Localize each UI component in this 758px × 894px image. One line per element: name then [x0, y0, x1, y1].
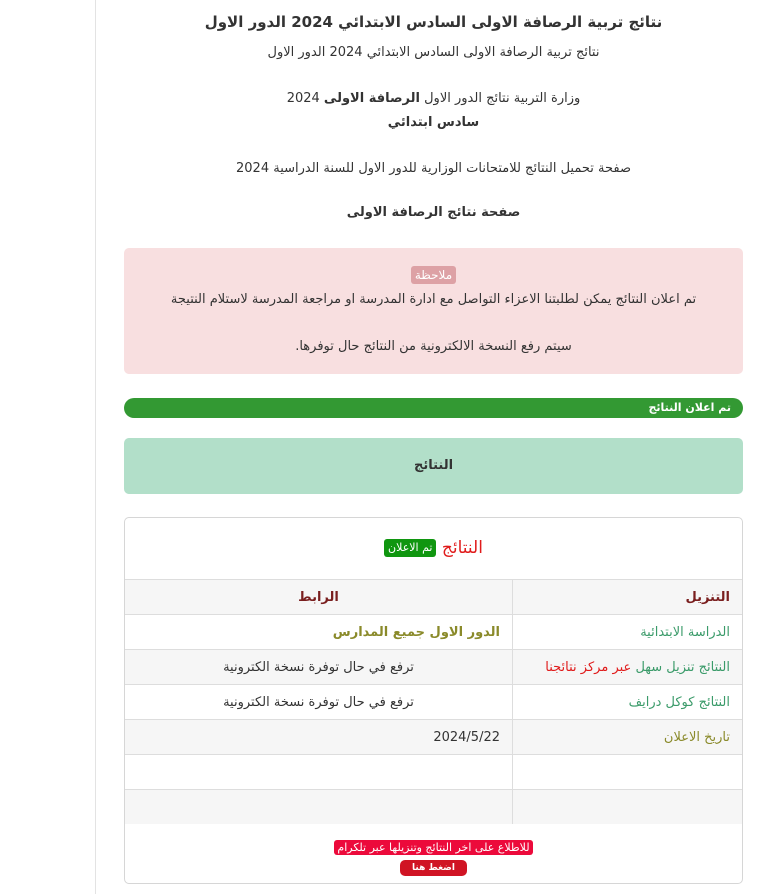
page-divider: [95, 0, 96, 894]
card-title: [125, 538, 742, 558]
note-text-2: سيتم رفع النسخة الالكترونية من النتائج حال توفرها.: [295, 339, 572, 354]
click-here-button[interactable]: اضغط هنا: [400, 860, 467, 876]
results-page-heading: صفحة نتائج الرصافة الاولى: [346, 205, 521, 220]
row-label: النتائج كوكل درايف: [513, 685, 743, 720]
table-header-row: [125, 580, 742, 615]
header-link: الرابط: [125, 580, 513, 615]
grade-label: سادس ابتدائي: [387, 115, 480, 130]
note-text: تم اعلان النتائج يمكن لطلبتنا الاعزاء التواصل مع ادارة المدرسة او مراجعة المدرسة لاستلام النتيجة: [170, 292, 697, 307]
card-footer: [125, 836, 742, 876]
all-schools-link[interactable]: الدور الاول جميع المدارس: [125, 615, 513, 650]
empty-cell: [125, 790, 513, 825]
announcement-date: 2024/5/22: [125, 720, 513, 755]
page-subtitle: نتائج تربية الرصافة الاولى السادس الابتدائي 2024 الدور الاول: [267, 45, 600, 60]
table-row: [125, 650, 742, 685]
directorate-name: الرصافة الاولى: [323, 91, 420, 106]
results-table: [125, 579, 742, 824]
row-label-text: النتائج تنزيل سهل: [635, 659, 730, 675]
row-label: الدراسة الابتدائية: [513, 615, 743, 650]
note-alert: [124, 248, 743, 374]
empty-cell: [513, 790, 743, 825]
telegram-label[interactable]: للاطلاع على اخر النتائج وتنزيلها عبر تلكرام: [334, 840, 532, 855]
note-badge: ملاحظة: [411, 266, 456, 284]
announced-badge: تم الاعلان: [384, 539, 436, 557]
row-label-highlight: عبر مركز نتائجنا: [545, 659, 632, 675]
table-row: [125, 685, 742, 720]
announcement-progress-bar: تم اعلان النتائج: [124, 398, 743, 418]
row-value: ترفع في حال توفرة نسخة الكترونية: [125, 685, 513, 720]
empty-cell: [513, 755, 743, 790]
ministry-text: وزارة التربية نتائج الدور الاول: [424, 91, 581, 106]
table-row-empty: [125, 755, 742, 790]
page-title: نتائج تربية الرصافة الاولى السادس الابتدائي 2024 الدور الاول: [204, 13, 663, 31]
row-label: [513, 650, 743, 685]
table-row: [125, 615, 742, 650]
results-box[interactable]: النتائج: [124, 438, 743, 494]
table-row-empty: [125, 790, 742, 825]
table-row: [125, 720, 742, 755]
card-title-text: النتائج: [441, 538, 483, 558]
header-download: التنزيل: [513, 580, 743, 615]
row-label: تاريخ الاعلان: [513, 720, 743, 755]
empty-cell: [125, 755, 513, 790]
row-value: ترفع في حال توفرة نسخة الكترونية: [125, 650, 513, 685]
download-page-text: صفحة تحميل النتائج للامتحانات الوزارية للدور الاول للسنة الدراسية 2024: [236, 161, 631, 176]
results-card: [124, 517, 743, 884]
year: 2024: [286, 91, 320, 106]
ministry-line: [124, 89, 743, 109]
